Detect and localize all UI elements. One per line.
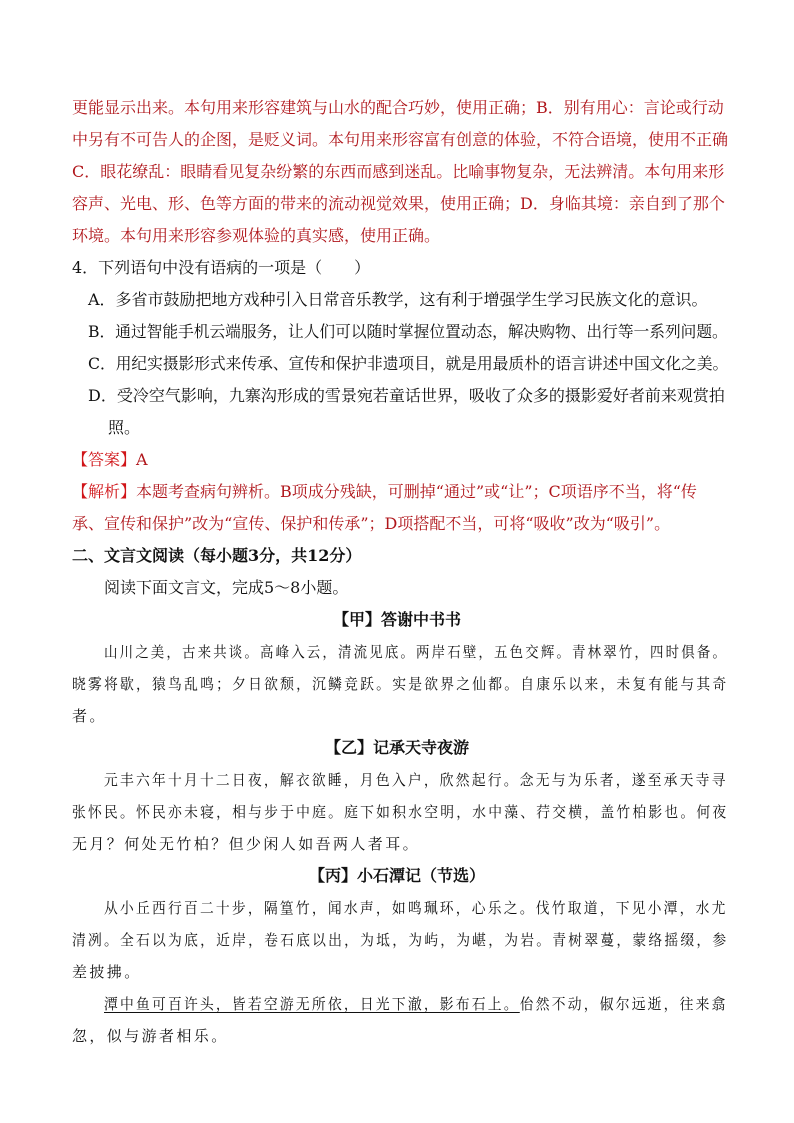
passage-yi-line-1: 元丰六年十月十二日夜，解衣欲睡，月色入户，欣然起行。念无与为乐者，遂至承天寺寻	[104, 771, 728, 789]
analysis-label: 【解析】	[72, 482, 137, 501]
passage-jia-line-1: 山川之美，古来共谈。高峰入云，清流见底。两岸石壁，五色交辉。青林翠竹，四时俱备。	[104, 643, 729, 661]
passage-jia-line-2: 晓雾将歇，猿鸟乱鸣；夕日欲颓，沉鳞竞跃。实是欲界之仙都。自康乐以来，未复有能与其奇	[72, 675, 729, 693]
question-4-option-d-line-2: 照。	[108, 418, 141, 437]
passage-yi-line-2: 张怀民。怀民亦未寝，相与步于中庭。庭下如积水空明，水中藻、荇交横，盖竹柏影也。何夜	[72, 803, 729, 821]
question-4-option-a: A．多省市鼓励把地方戏种引入日常音乐教学，这有利于增强学生学习民族文化的意识。	[88, 290, 708, 309]
passage-bing-line-4	[104, 993, 728, 1015]
analysis-q3-line-5: 环境。本句用来形容参观体验的真实感，使用正确。	[72, 226, 441, 245]
passage-bing-line-2: 清冽。全石以为底，近岸，卷石底以出，为坻，为屿，为嵁，为岩。青树翠蔓，蒙络摇缀，参	[72, 931, 729, 949]
passage-bing-line-3: 差披拂。	[72, 963, 142, 981]
question-4-option-c: C．用纪实摄影形式来传承、宣传和保护非遗项目，就是用最质朴的语言讲述中国文化之美。	[88, 354, 729, 373]
section-2-instruction: 阅读下面文言文，完成5～8小题。	[104, 578, 349, 597]
underlined-sentence: 潭中鱼可百许头，皆若空游无所依，日光下澈，影布石上。	[104, 995, 520, 1013]
passage-yi-title: 【乙】记承天寺夜游	[324, 738, 469, 757]
analysis-q3-line-1: 更能显示出来。本句用来形容建筑与山水的配合巧妙，使用正确；B．别有用心：言论或行动	[72, 98, 724, 117]
passage-yi-line-3: 无月？何处无竹柏？但少闲人如吾两人者耳。	[72, 835, 421, 853]
answer-line	[72, 449, 148, 471]
analysis-q3-line-4: 容声、光电、形、色等方面的带来的流动视觉效果，使用正确；D．身临其境：亲自到了那个	[72, 194, 725, 213]
question-4-option-d-line-1: D．受冷空气影响，九寨沟形成的雪景宛若童话世界，吸收了众多的摄影爱好者前来观赏拍	[88, 386, 725, 405]
passage-bing-line-4-rest: 佁然不动，俶尔远逝，往来翕	[519, 995, 728, 1013]
passage-bing-line-1: 从小丘西行百二十步，隔篁竹，闻水声，如鸣珮环，心乐之。伐竹取道，下见小潭，水尤	[104, 899, 728, 917]
question-4-stem: 4．下列语句中没有语病的一项是（ ）	[72, 258, 371, 277]
answer-value: A	[136, 450, 148, 469]
analysis-q3-line-3: C．眼花缭乱：眼睛看见复杂纷繁的东西而感到迷乱。比喻事物复杂，无法辨清。本句用来形	[72, 162, 725, 181]
section-2-heading: 二、文言文阅读（每小题3分，共12分）	[72, 546, 362, 565]
passage-bing-line-5: 忽，似与游者相乐。	[72, 1027, 229, 1045]
analysis-q3-line-2: 中另有不可告人的企图，是贬义词。本句用来形容富有创意的体验，不符合语境，使用不正确	[72, 130, 729, 149]
passage-jia-line-3: 者。	[72, 707, 107, 725]
analysis-q4-line-2: 承、宣传和保护”改为“宣传、保护和传承”；D项搭配不当，可将“吸收”改为“吸引”。	[72, 514, 671, 533]
passage-bing-title: 【丙】小石潭记（节选）	[308, 866, 485, 885]
analysis-q4-text-1: 本题考查病句辨析。B项成分残缺，可删掉“通过”或“让”；C项语序不当，将“传	[136, 482, 697, 501]
question-4-option-b: B．通过智能手机云端服务，让人们可以随时掌握位置动态，解决购物、出行等一系列问题。	[88, 322, 728, 341]
analysis-q4-line-1	[72, 481, 697, 503]
answer-label: 【答案】	[72, 450, 137, 469]
passage-jia-title: 【甲】答谢中书书	[332, 610, 461, 629]
